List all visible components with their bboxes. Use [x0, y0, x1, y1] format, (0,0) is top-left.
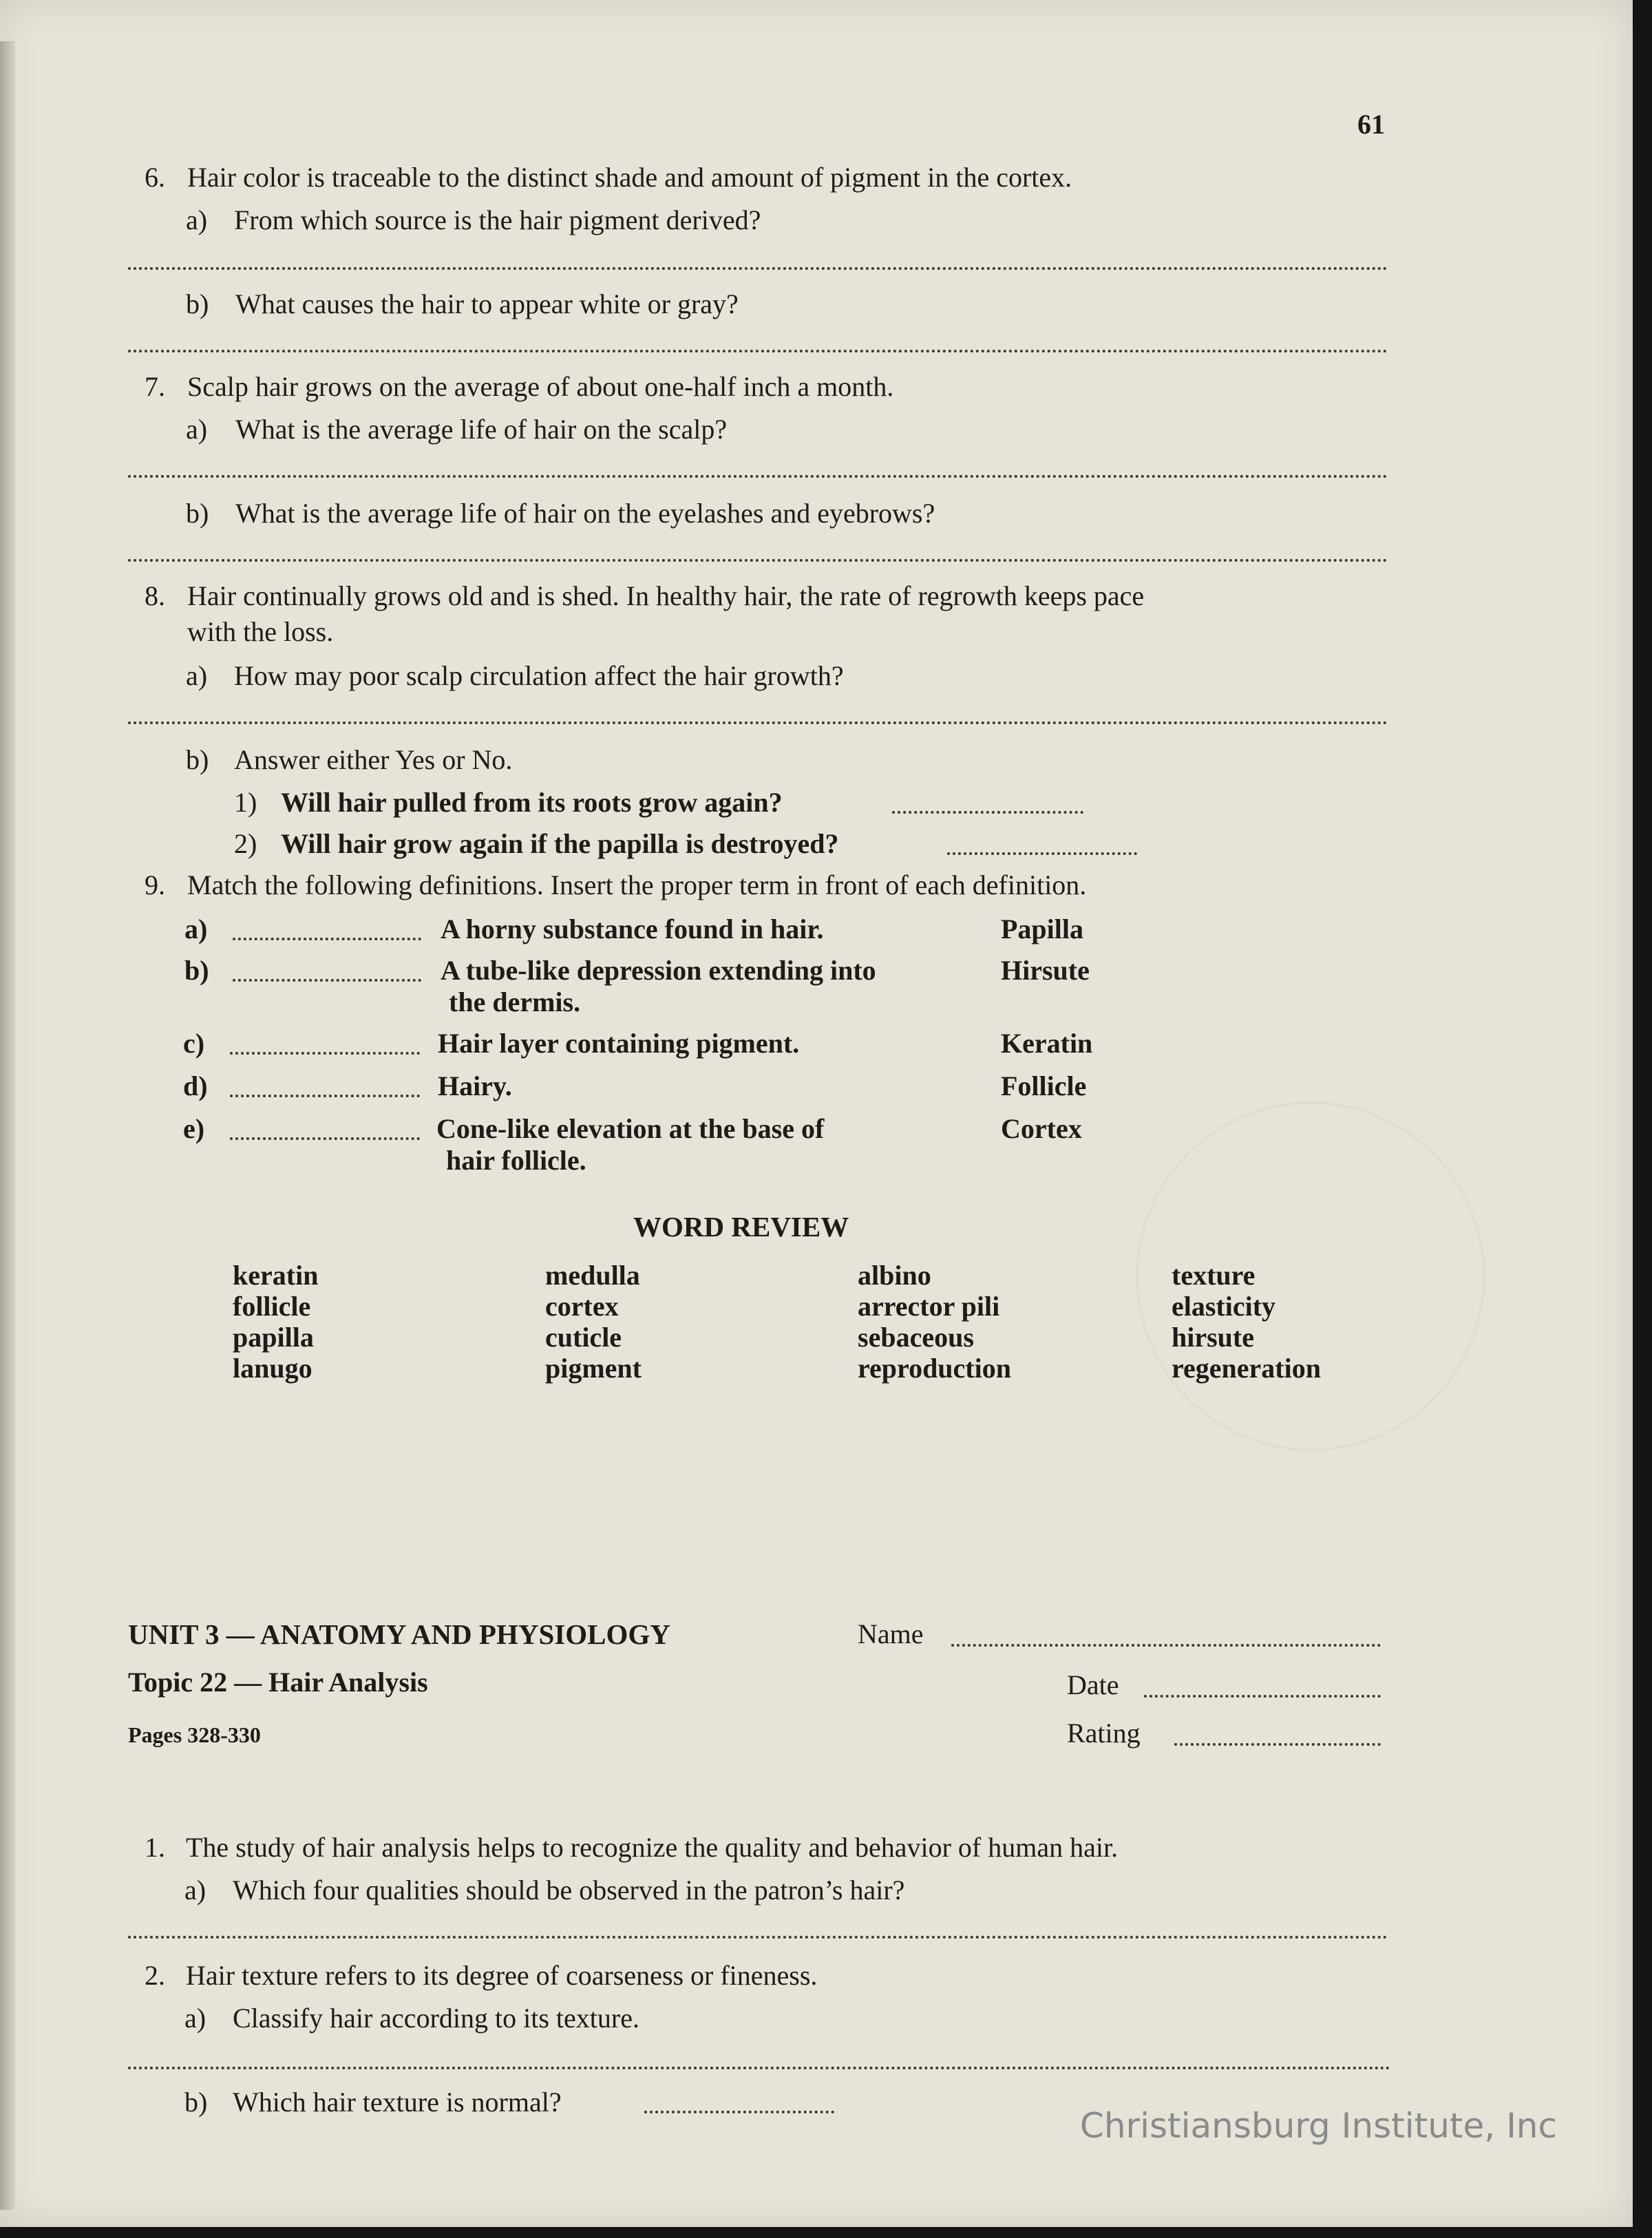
q9e-answer-line[interactable]: [230, 1137, 420, 1140]
q6a-text: From which source is the hair pigment derived?: [234, 204, 761, 235]
u2a-label: a): [184, 2003, 206, 2034]
name-field[interactable]: [951, 1644, 1381, 1647]
q8b-label: b): [186, 744, 209, 775]
q9d-definition: Hairy.: [438, 1070, 512, 1101]
word-review-word: albino: [858, 1260, 931, 1291]
word-review-word: lanugo: [233, 1353, 313, 1384]
word-review-word: regeneration: [1172, 1353, 1321, 1384]
q9c-definition: Hair layer containing pigment.: [438, 1028, 800, 1059]
q6b-answer-line[interactable]: [128, 350, 1388, 352]
u1-text: The study of hair analysis helps to recognize the quality and behavior of human hair.: [186, 1832, 1119, 1863]
u2b-label: b): [184, 2087, 208, 2118]
q7b-text: What is the average life of hair on the eyelashes and eyebrows?: [235, 498, 935, 529]
date-label: Date: [1067, 1669, 1119, 1700]
u1a-label: a): [184, 1875, 206, 1906]
u1a-text: Which four qualities should be observed in the patron’s hair?: [233, 1875, 905, 1906]
q9a-label: a): [184, 914, 208, 944]
q7-number: 7.: [145, 371, 165, 402]
q9e-label: e): [183, 1113, 205, 1144]
q9a-definition: A horny substance found in hair.: [441, 914, 824, 944]
u2a-text: Classify hair according to its texture.: [233, 2003, 639, 2034]
name-label: Name: [858, 1618, 924, 1649]
q9-number: 9.: [145, 869, 165, 900]
u2a-answer-line[interactable]: [128, 2067, 1390, 2069]
rating-field[interactable]: [1174, 1743, 1381, 1746]
q9a-answer-line[interactable]: [233, 938, 421, 940]
q7a-answer-line[interactable]: [128, 475, 1388, 478]
q8b2-text: Will hair grow again if the papilla is destroyed?: [281, 828, 839, 859]
q6b-text: What causes the hair to appear white or gray?: [235, 288, 739, 319]
q9e-term: Cortex: [1001, 1113, 1082, 1144]
q7a-text: What is the average life of hair on the scalp?: [235, 414, 728, 445]
q7b-answer-line[interactable]: [128, 559, 1388, 562]
q8-number: 8.: [145, 580, 165, 611]
word-review-word: pigment: [545, 1353, 642, 1384]
word-review-column-4: [1172, 1260, 1321, 1384]
word-review-word: cortex: [545, 1291, 619, 1322]
q9d-term: Follicle: [1001, 1070, 1087, 1101]
word-review-title: WORD REVIEW: [633, 1211, 849, 1243]
word-review-word: sebaceous: [858, 1322, 974, 1353]
watermark: Christiansburg Institute, Inc: [1079, 2106, 1557, 2146]
q9b-label: b): [184, 955, 209, 986]
page-binding: [0, 41, 15, 2210]
word-review-word: texture: [1172, 1260, 1256, 1291]
word-review-column-1: [233, 1260, 318, 1384]
q9d-label: d): [183, 1070, 208, 1101]
q6-number: 6.: [145, 162, 165, 193]
word-review-column-2: [545, 1260, 642, 1384]
q9b-definition-cont: the dermis.: [449, 986, 581, 1017]
q9c-answer-line[interactable]: [230, 1052, 420, 1055]
q8b1-label: 1): [234, 787, 257, 818]
q9c-label: c): [183, 1028, 205, 1059]
q9-text: Match the following definitions. Insert the proper term in front of each definition.: [187, 869, 1087, 900]
u1-number: 1.: [145, 1832, 165, 1863]
q9e-definition: Cone-like elevation at the base of: [436, 1113, 825, 1144]
q6a-answer-line[interactable]: [128, 267, 1388, 270]
q8b2-label: 2): [234, 828, 257, 859]
q8b1-answer-line[interactable]: [892, 811, 1083, 814]
word-review-word: reproduction: [858, 1353, 1011, 1384]
pages-reference: Pages 328-330: [128, 1722, 261, 1747]
u2b-text: Which hair texture is normal?: [233, 2087, 562, 2118]
q9d-answer-line[interactable]: [230, 1095, 420, 1097]
q8a-text: How may poor scalp circulation affect the hair growth?: [234, 660, 844, 691]
word-review-word: arrector pili: [858, 1291, 1000, 1322]
word-review-word: papilla: [233, 1322, 314, 1353]
q9c-term: Keratin: [1001, 1028, 1093, 1059]
topic-title: Topic 22 — Hair Analysis: [128, 1667, 428, 1698]
word-review-word: medulla: [545, 1260, 640, 1291]
unit-title: UNIT 3 — ANATOMY AND PHYSIOLOGY: [128, 1618, 670, 1650]
q6-text: Hair color is traceable to the distinct shade and amount of pigment in the cortex.: [187, 162, 1072, 193]
q8a-label: a): [186, 660, 208, 691]
q6b-label: b): [186, 288, 209, 319]
q8a-answer-line[interactable]: [128, 721, 1388, 724]
word-review-word: elasticity: [1172, 1291, 1276, 1322]
word-review-word: hirsute: [1172, 1322, 1254, 1353]
q7-text: Scalp hair grows on the average of about one-half inch a month.: [187, 371, 894, 402]
u1a-answer-line[interactable]: [128, 1936, 1388, 1939]
q8-text-line1: Hair continually grows old and is shed. In healthy hair, the rate of regrowth keeps pace: [187, 580, 1145, 611]
word-review-word: keratin: [233, 1260, 319, 1291]
q6a-label: a): [186, 204, 208, 235]
q7a-label: a): [186, 414, 208, 445]
page-number: 61: [1357, 109, 1385, 140]
date-field[interactable]: [1144, 1695, 1381, 1698]
q8-text-line2: with the loss.: [187, 616, 334, 647]
q9b-definition: A tube-like depression extending into: [441, 955, 876, 986]
q8b1-text: Will hair pulled from its roots grow again?: [281, 787, 783, 818]
q9e-definition-cont: hair follicle.: [446, 1145, 586, 1176]
u2-number: 2.: [145, 1960, 165, 1991]
word-review-word: cuticle: [545, 1322, 622, 1353]
q9b-answer-line[interactable]: [233, 979, 421, 982]
q9b-term: Hirsute: [1001, 955, 1090, 986]
q8b-text: Answer either Yes or No.: [234, 744, 513, 775]
q8b2-answer-line[interactable]: [947, 852, 1137, 855]
word-review-column-3: [858, 1260, 1011, 1384]
u2b-answer-line[interactable]: [644, 2111, 834, 2113]
word-review-word: follicle: [233, 1291, 311, 1322]
q7b-label: b): [186, 498, 209, 529]
q9a-term: Papilla: [1001, 914, 1084, 944]
rating-label: Rating: [1067, 1718, 1141, 1749]
u2-text: Hair texture refers to its degree of coarseness or fineness.: [186, 1960, 818, 1991]
